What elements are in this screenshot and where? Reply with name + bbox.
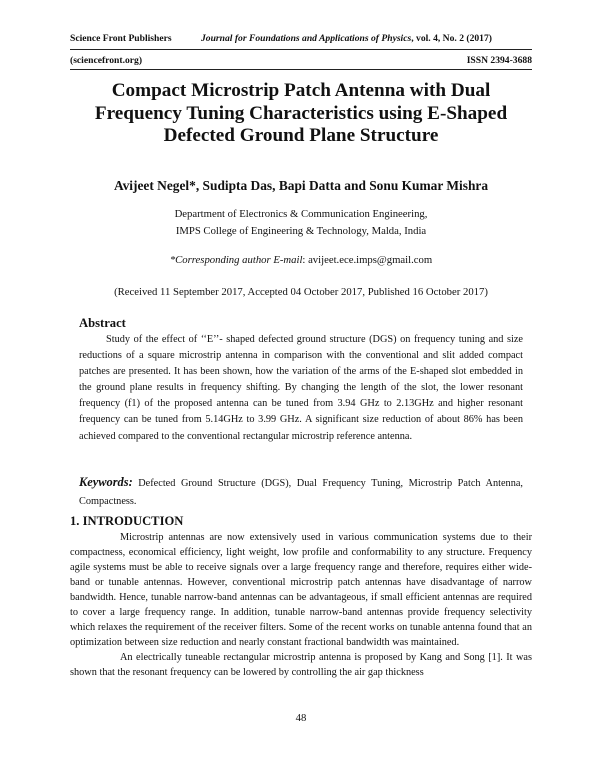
issn: ISSN 2394-3688: [466, 55, 532, 66]
page-number: 48: [295, 712, 307, 724]
header-rule-top: [70, 49, 532, 50]
paper-title: Compact Microstrip Patch Antenna with Dual Frequency Tuning Characteristics using E-Shaped Defected Ground Plane Structure: [94, 80, 508, 146]
header-rule-bottom: [70, 69, 532, 70]
abstract-text: Study of the effect of ‘‘E’’- shaped defected ground structure (DGS) on frequency tuning and size reductions of a square microstrip antenna in comparison with the conventional and slit added compact patches are presented. It has been shown, how the variation of the arms of the E-shaped slot embedded in the ground plane results in frequency shifting. By changing the length of the slot, the lower resonant frequency (f1) of the proposed antenna can be tuned from 3.94 GHz to 2.13GHz and higher resonant frequency can be tuned from 5.14GHz to 3.99 GHz. A significant size reduction of about 86% has been achieved compared to the conventional rectangular microstrip reference antenna.: [79, 334, 523, 442]
affiliation-institution: IMPS College of Engineering & Technology, Malda, India: [175, 225, 427, 237]
corresponding-email: : avijeet.ece.imps@gmail.com: [302, 254, 433, 266]
affiliation-department: Department of Electronics & Communication Engineering,: [174, 208, 428, 220]
publication-dates: (Received 11 September 2017, Accepted 04 October 2017, Published 16 October 2017): [114, 286, 488, 298]
journal-name: Journal for Foundations and Applications of Physics: [201, 33, 412, 44]
introduction-body: [70, 531, 532, 681]
intro-paragraph-2: An electrically tuneable rectangular microstrip antenna is proposed by Kang and Song [1]. It was shown that the resonant frequency can be lowered by controlling the air gap thickness: [70, 651, 532, 678]
abstract-heading: Abstract: [79, 316, 126, 330]
keywords-block: [79, 473, 523, 511]
author-list: Avijeet Negel*, Sudipta Das, Bapi Datta and Sonu Kumar Mishra: [113, 178, 489, 193]
volume-info: , vol. 4, No. 2 (2017): [411, 33, 492, 44]
corresponding-author: [70, 254, 532, 266]
keywords-text: Defected Ground Structure (DGS), Dual Frequency Tuning, Microstrip Patch Antenna, Compactness.: [79, 478, 523, 507]
keywords-label: Keywords:: [79, 475, 133, 489]
intro-paragraph-1: Microstrip antennas are now extensively used in various communication systems due to their compactness, economical efficiency, light weight, low profile and conformability to any structure. Frequency agile systems must be able to receive signals over a large frequency range and therefore, requires either wide-band or tunable antennas. However, conventional microstrip patch antennas have disadvantage of narrow bandwidth. Hence, tunable narrow-band antennas can be advantageous, if small efficient antennas are required to cover a large frequency range. In addition, tunable narrow-band antennas provide frequency selectivity which relaxes the requirement of the receiver filters. Some of the recent works on tunable antenna found that an optimization between size reduction and nearly constant fractional bandwidth was maintained.: [70, 532, 532, 648]
website: (sciencefront.org): [70, 55, 143, 66]
corresponding-label: *Corresponding author E-mail: [169, 254, 303, 266]
journal-citation: [201, 33, 492, 44]
section-heading-introduction: 1. INTRODUCTION: [70, 514, 184, 528]
publisher-name: Science Front Publishers: [70, 33, 172, 44]
